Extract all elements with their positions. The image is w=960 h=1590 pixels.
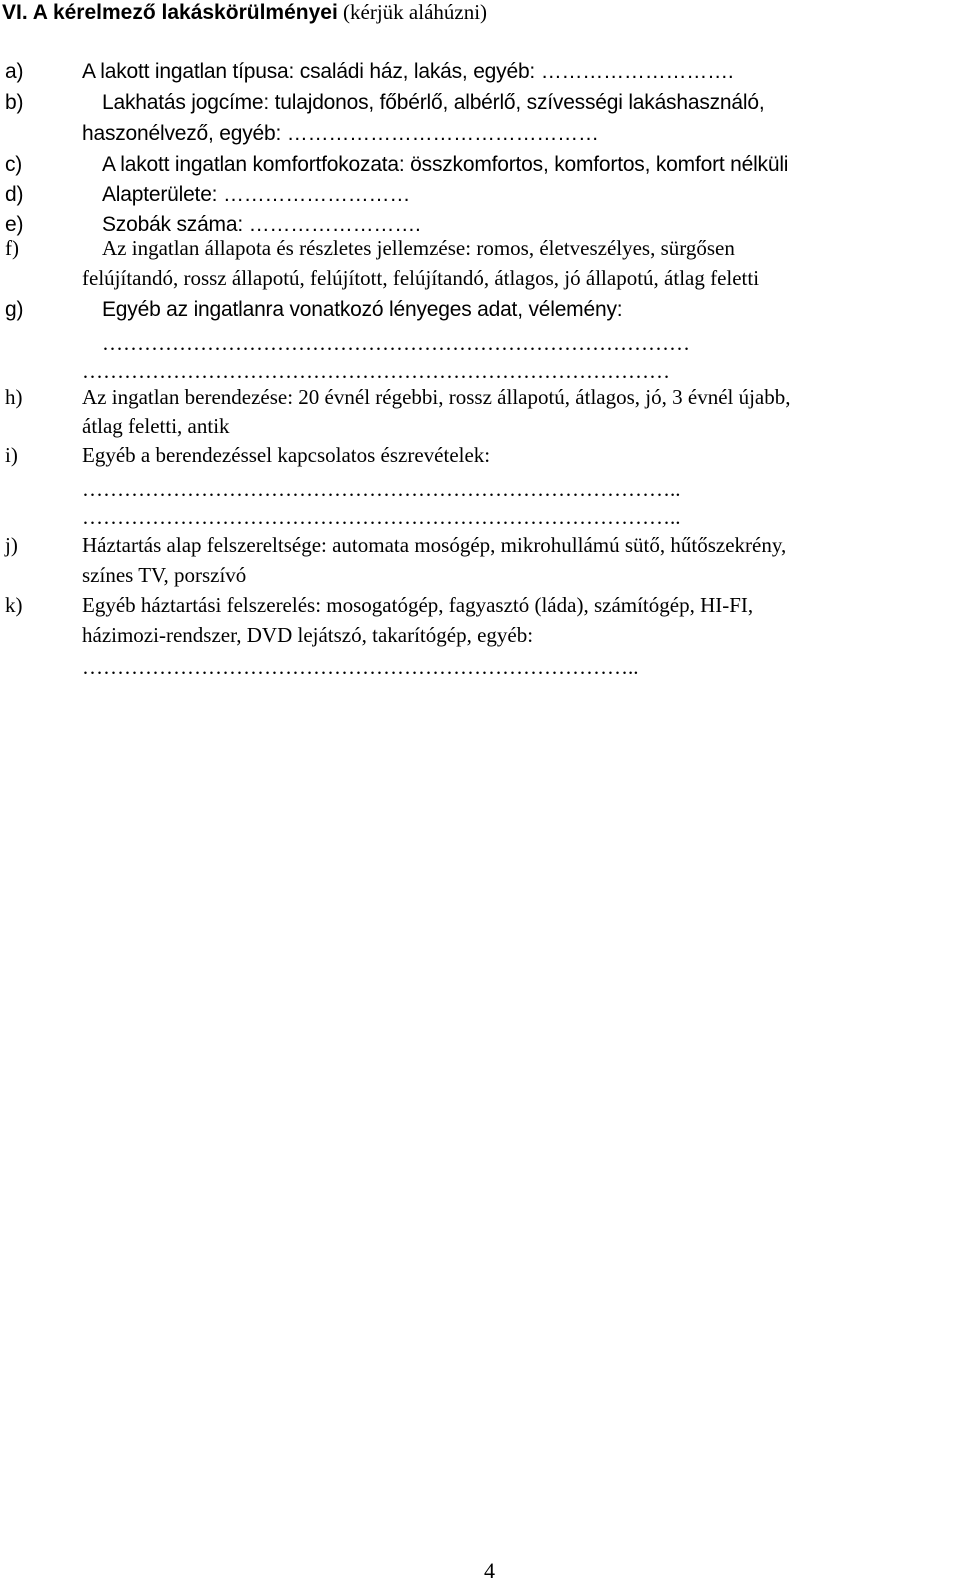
item-label: i): [5, 443, 18, 467]
item-text: Egyéb az ingatlanra vonatkozó lényeges adat, vélemény:: [102, 298, 623, 321]
item-label: d): [5, 183, 24, 206]
item-g-blank-2: …………………………………………………………………………: [82, 359, 670, 383]
item-k-blank: ……………………………………………………………………..: [82, 655, 639, 679]
item-text: A lakott ingatlan komfortfokozata: összkomfortos, komfortos, komfort nélküli: [102, 153, 789, 176]
item-label: j): [5, 533, 18, 557]
item-text: Az ingatlan berendezése: 20 évnél régebbi, rossz állapotú, átlagos, jó, 3 évnél újabb,: [82, 385, 791, 409]
item-text: Egyéb háztartási felszerelés: mosogatógép, fagyasztó (láda), számítógép, HI-FI,: [82, 593, 754, 617]
item-label: e): [5, 213, 24, 236]
item-text: Szobák száma: …………………….: [102, 213, 421, 236]
item-text: Háztartás alap felszereltsége: automata mosógép, mikrohullámú sütő, hűtőszekrény,: [82, 533, 787, 557]
item-k-continued: házimozi-rendszer, DVD lejátszó, takarítógép, egyéb:: [82, 623, 534, 647]
item-label: c): [5, 153, 23, 176]
page-number: 4: [484, 1558, 495, 1583]
item-f-continued: felújítandó, rossz állapotú, felújított, felújítandó, átlagos, jó állapotú, átlag feletti: [82, 266, 760, 290]
item-g-blank-1: …………………………………………………………………………: [102, 331, 690, 355]
item-label: f): [5, 236, 19, 260]
item-label: h): [5, 385, 23, 409]
section-heading: [2, 0, 487, 25]
item-i-blank-2: …………………………………………………………………………..: [82, 505, 681, 529]
item-label: k): [5, 593, 23, 617]
section-title: VI. A kérelmező lakáskörülményei: [2, 1, 338, 24]
item-text: A lakott ingatlan típusa: családi ház, lakás, egyéb: ……………………….: [82, 60, 734, 83]
item-i-blank-1: …………………………………………………………………………..: [82, 477, 681, 501]
item-text: Alapterülete: ………………………: [102, 183, 411, 206]
item-text: Lakhatás jogcíme: tulajdonos, főbérlő, albérlő, szívességi lakáshasználó,: [102, 91, 765, 114]
item-text: Egyéb a berendezéssel kapcsolatos észrevételek:: [82, 443, 491, 467]
section-note: (kérjük aláhúzni): [343, 0, 488, 24]
item-b-continued: haszonélvező, egyéb: ………………………………………: [82, 122, 599, 145]
item-h-continued: átlag feletti, antik: [82, 414, 230, 438]
item-label: g): [5, 298, 24, 321]
item-text: Az ingatlan állapota és részletes jellemzése: romos, életveszélyes, sürgősen: [102, 236, 735, 260]
item-label: b): [5, 91, 24, 114]
item-label: a): [5, 60, 24, 83]
item-j-continued: színes TV, porszívó: [82, 563, 247, 587]
